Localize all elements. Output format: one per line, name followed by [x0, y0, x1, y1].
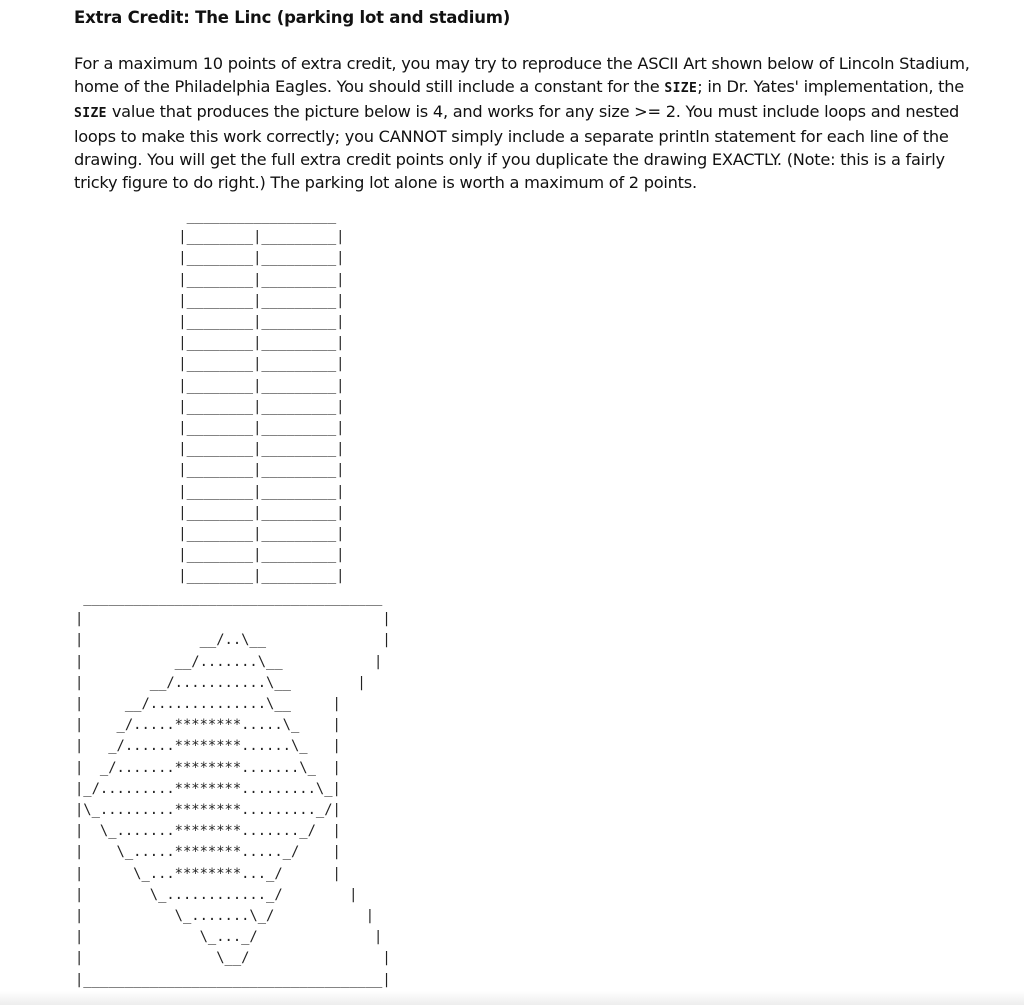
paragraph-line-3-end: value that produces the picture below is 4, and works for any size >= 2. You must include loops and nested	[106, 102, 960, 121]
size-constant-code: SIZE	[664, 81, 698, 96]
paragraph-line-3	[74, 100, 1012, 125]
page-bottom-edge	[0, 991, 1024, 1005]
size-constant-code: SIZE	[74, 106, 107, 121]
page-heading: Extra Credit: The Linc (parking lot and stadium)	[74, 8, 511, 27]
paragraph-line-2	[74, 75, 1012, 100]
paragraph-line-5: drawing. You will get the full extra credit points only if you duplicate the drawing EXACTLY. (Note: this is a fairly	[74, 150, 945, 169]
paragraph-line-2-end: ; in Dr. Yates' implementation, the	[697, 77, 964, 96]
parking-lot-ascii-art: __________________ |________|_________| |________|_________| |________|_________| |________|_________| |________|_________| |________|_________| |________|_________| |________|_________| |________|_________| |________|_________| |________|_________| |________|_________| |________|_________| |________|_________| |________|_________| |________|_________| |________|_________|	[178, 208, 345, 585]
paragraph-line-2-start: home of the Philadelphia Eagles. You should still include a constant for the	[74, 77, 665, 96]
stadium-ascii-art: ____________________________________ | | | __/..\__ | | __/.......\__ | | __/...........\__ | | __/..............\__ | | _/.....********.....\_ | | _/......********......\_ | | _/.......********.......\_ | |_/.........********.........\_| |\_.........********........._/| | \_.......********......._/ | | \_.....********....._/ | | \_...********..._/ | | \_............_/ | | \_.......\_/ | | \_..._/ | | \__/ | |____________________________________|	[75, 590, 391, 988]
paragraph-line-6: tricky figure to do right.) The parking lot alone is worth a maximum of 2 points.	[74, 173, 697, 192]
paragraph-line-1: For a maximum 10 points of extra credit, you may try to reproduce the ASCII Art shown below of Lincoln Stadium,	[74, 54, 970, 73]
paragraph-line-4: loops to make this work correctly; you CANNOT simply include a separate println statement for each line of the	[74, 127, 949, 146]
instructions-paragraph	[74, 52, 1012, 194]
